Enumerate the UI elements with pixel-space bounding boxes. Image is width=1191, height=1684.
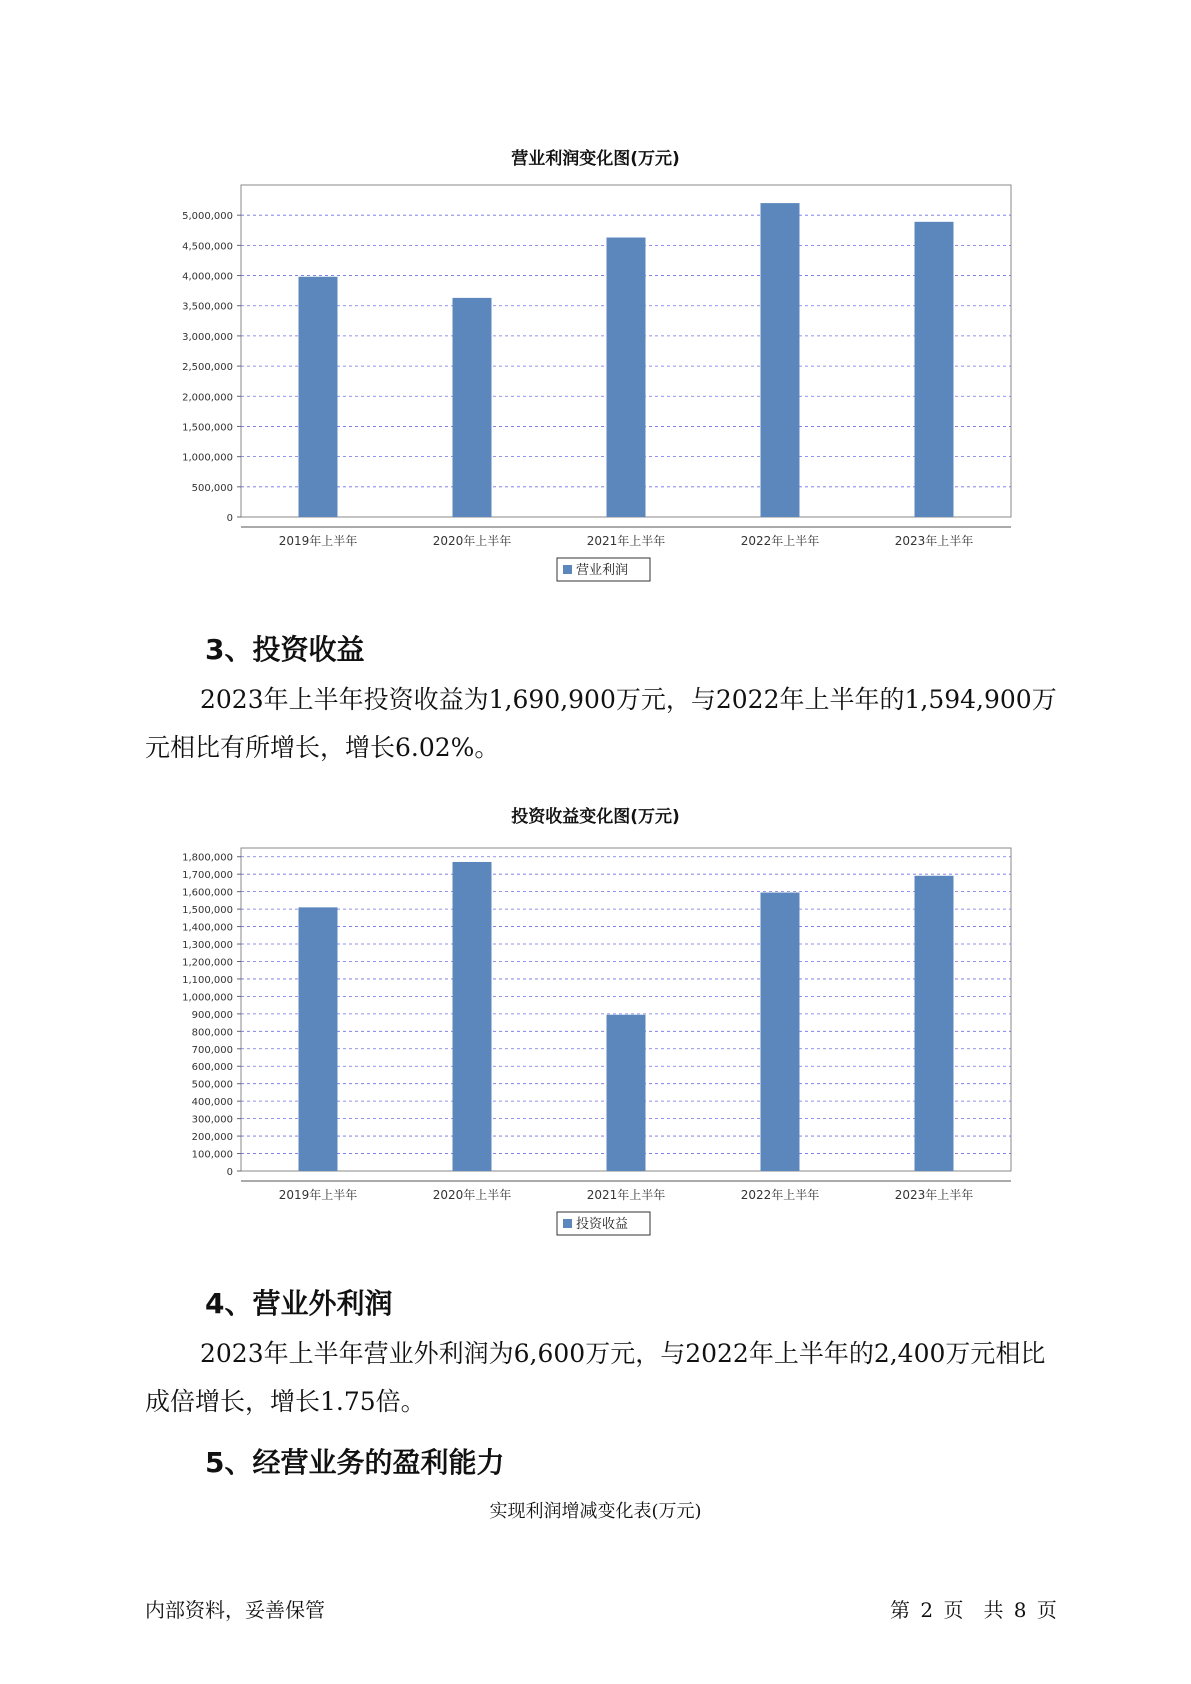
- bar-2021年上半年: [607, 238, 646, 517]
- y-tick-label: 1,800,000: [182, 852, 233, 864]
- section-heading-investment: 3、投资收益: [205, 633, 365, 666]
- y-tick-label: 200,000: [191, 1132, 233, 1144]
- bar-2023年上半年: [915, 876, 954, 1171]
- footer-page-number: 第 2 页 共 8 页: [890, 1598, 1057, 1622]
- y-tick-label: 2,500,000: [182, 362, 233, 374]
- bar-2020年上半年: [453, 298, 492, 517]
- bar-2021年上半年: [607, 1015, 646, 1171]
- x-tick-label: 2021年上半年: [586, 1188, 666, 1202]
- x-tick-label: 2019年上半年: [278, 1188, 358, 1202]
- y-tick-label: 1,700,000: [182, 870, 233, 882]
- x-tick-label: 2022年上半年: [740, 534, 820, 548]
- bar-2022年上半年: [761, 893, 800, 1171]
- y-tick-label: 700,000: [191, 1044, 233, 1056]
- y-tick-label: 1,500,000: [182, 422, 233, 434]
- y-tick-label: 1,300,000: [182, 940, 233, 952]
- bar-2019年上半年: [299, 277, 338, 517]
- investment-income-chart: [0, 828, 1191, 1248]
- section-heading-profitability: 5、经营业务的盈利能力: [205, 1446, 505, 1479]
- x-tick-label: 2023年上半年: [894, 1188, 974, 1202]
- y-tick-label: 1,000,000: [182, 992, 233, 1004]
- y-tick-label: 2,000,000: [182, 392, 233, 404]
- legend-label: 投资收益: [576, 1217, 629, 1232]
- y-tick-label: 400,000: [191, 1097, 233, 1109]
- y-tick-label: 600,000: [191, 1062, 233, 1074]
- y-tick-label: 100,000: [191, 1149, 233, 1161]
- x-tick-label: 2020年上半年: [432, 534, 512, 548]
- y-tick-label: 0: [226, 513, 233, 524]
- y-tick-label: 4,000,000: [182, 271, 233, 283]
- bar-2019年上半年: [299, 907, 338, 1171]
- chart-title-investment-income: 投资收益变化图(万元): [511, 807, 680, 827]
- legend-label: 营业利润: [576, 563, 629, 578]
- bar-2020年上半年: [453, 862, 492, 1171]
- y-tick-label: 500,000: [191, 482, 233, 494]
- footer-confidential: 内部资料，妥善保管: [145, 1598, 325, 1622]
- x-tick-label: 2020年上半年: [432, 1188, 512, 1202]
- y-tick-label: 3,000,000: [182, 331, 233, 343]
- table-caption: 实现利润增减变化表(万元): [489, 1501, 702, 1522]
- non-operating-paragraph: 2023年上半年营业外利润为6,600万元，与2022年上半年的2,400万元相比成倍增长，增长1.75倍。: [145, 1339, 1046, 1416]
- y-tick-label: 300,000: [191, 1114, 233, 1126]
- y-tick-label: 1,400,000: [182, 922, 233, 934]
- x-tick-label: 2021年上半年: [586, 534, 666, 548]
- y-tick-label: 1,100,000: [182, 974, 233, 986]
- legend-swatch: [563, 1219, 572, 1228]
- x-tick-label: 2023年上半年: [894, 534, 974, 548]
- bar-2023年上半年: [915, 222, 954, 517]
- x-tick-label: 2022年上半年: [740, 1188, 820, 1202]
- bar-2022年上半年: [761, 203, 800, 517]
- section-heading-non-operating: 4、营业外利润: [205, 1287, 393, 1320]
- y-tick-label: 3,500,000: [182, 301, 233, 313]
- chart-title-operating-profit: 营业利润变化图(万元): [511, 149, 680, 169]
- y-tick-label: 1,600,000: [182, 887, 233, 899]
- y-tick-label: 0: [226, 1167, 233, 1178]
- y-tick-label: 4,500,000: [182, 241, 233, 253]
- y-tick-label: 1,200,000: [182, 957, 233, 969]
- operating-profit-chart: [0, 160, 1191, 600]
- y-tick-label: 1,500,000: [182, 905, 233, 917]
- y-tick-label: 5,000,000: [182, 211, 233, 223]
- y-tick-label: 800,000: [191, 1027, 233, 1039]
- y-tick-label: 900,000: [191, 1009, 233, 1021]
- y-tick-label: 500,000: [191, 1079, 233, 1091]
- investment-paragraph: 2023年上半年投资收益为1,690,900万元，与2022年上半年的1,594,900万元相比有所增长，增长6.02%。: [145, 685, 1057, 762]
- y-tick-label: 1,000,000: [182, 452, 233, 464]
- x-tick-label: 2019年上半年: [278, 534, 358, 548]
- legend-swatch: [563, 565, 572, 574]
